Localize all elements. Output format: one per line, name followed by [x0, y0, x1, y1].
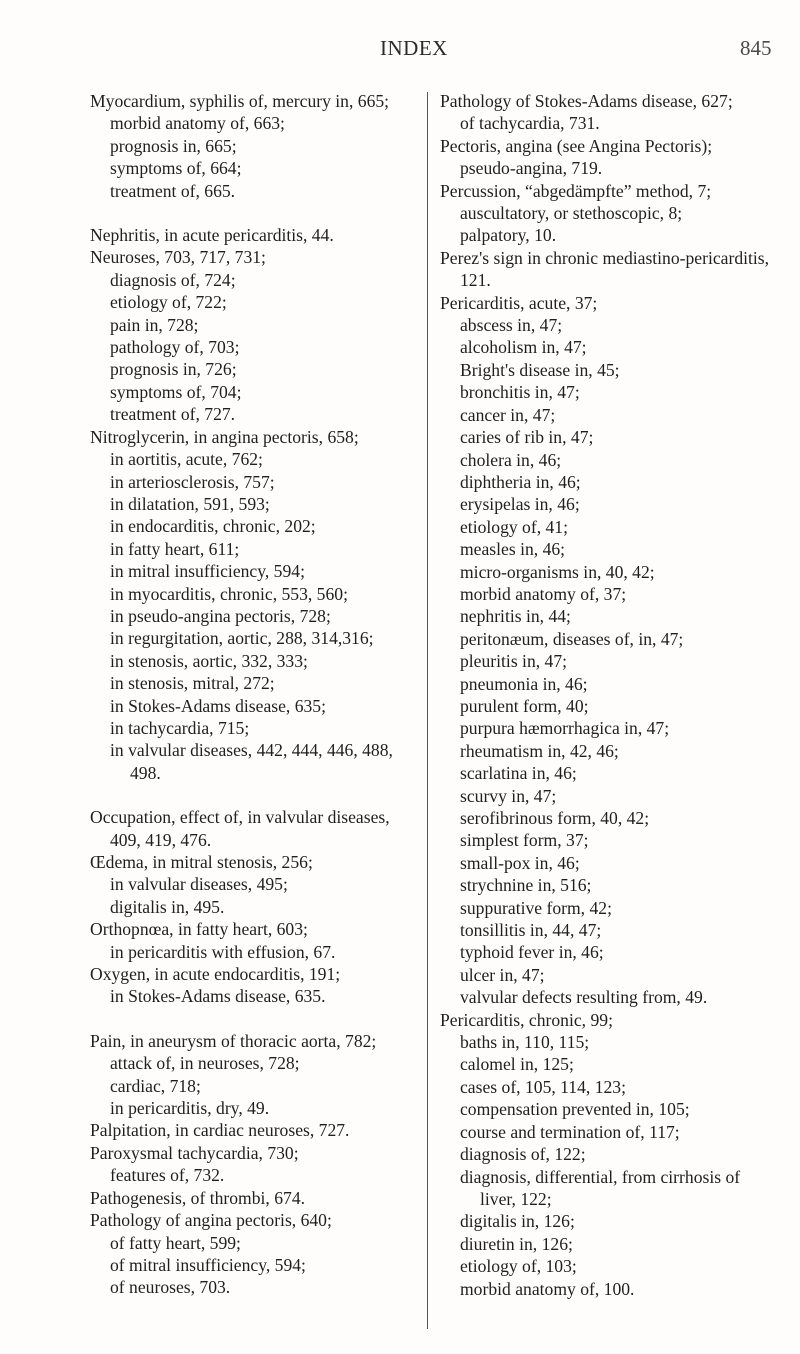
- page-title: INDEX: [380, 36, 448, 60]
- index-subentry: scurvy in, 47;: [460, 785, 557, 806]
- index-subentry: etiology of, 722;: [110, 292, 227, 313]
- index-subentry: morbid anatomy of, 100.: [460, 1278, 635, 1299]
- index-subentry: in Stokes-Adams disease, 635;: [110, 695, 326, 716]
- index-entry: Pathogenesis, of thrombi, 674.: [90, 1187, 306, 1208]
- index-subentry: in pericarditis with effusion, 67.: [110, 941, 336, 962]
- index-subentry: in mitral insufficiency, 594;: [110, 561, 305, 582]
- index-subentry: etiology of, 41;: [460, 516, 568, 537]
- index-entry: Pericarditis, acute, 37;: [440, 292, 598, 313]
- index-subentry: course and termination of, 117;: [460, 1121, 680, 1142]
- index-subentry: serofibrinous form, 40, 42;: [460, 808, 650, 828]
- index-subentry: morbid anatomy of, 37;: [460, 583, 627, 604]
- index-subentry: pleuritis in, 47;: [460, 651, 568, 672]
- index-subentry: typhoid fever in, 46;: [460, 942, 604, 963]
- index-subentry: tonsillitis in, 44, 47;: [460, 920, 602, 941]
- index-subentry: morbid anatomy of, 663;: [110, 113, 285, 134]
- index-subentry: in Stokes-Adams disease, 635.: [110, 986, 326, 1007]
- index-entry: Pathology of angina pectoris, 640;: [90, 1210, 332, 1231]
- index-subentry: strychnine in, 516;: [460, 875, 592, 896]
- index-subentry: digitalis in, 495.: [110, 896, 225, 917]
- index-subentry: cancer in, 47;: [460, 404, 556, 425]
- index-subentry: baths in, 110, 115;: [460, 1032, 590, 1053]
- index-subentry: in tachycardia, 715;: [110, 717, 250, 738]
- index-entry: Paroxysmal tachycardia, 730;: [90, 1142, 299, 1163]
- entry-gap: [90, 784, 420, 806]
- index-subentry: digitalis in, 126;: [460, 1211, 575, 1232]
- index-subentry: cardiac, 718;: [110, 1075, 201, 1096]
- index-subentry: bronchitis in, 47;: [460, 382, 580, 403]
- index-subentry: measles in, 46;: [460, 539, 566, 560]
- index-subentry: features of, 732.: [110, 1165, 225, 1186]
- index-subentry: compensation prevented in, 105;: [460, 1099, 690, 1120]
- index-subentry: valvular defects resulting from, 49.: [460, 987, 708, 1008]
- index-subentry: of fatty heart, 599;: [110, 1232, 241, 1253]
- index-subentry: scarlatina in, 46;: [460, 763, 577, 784]
- index-entry: Pectoris, angina (see Angina Pectoris);: [440, 135, 713, 156]
- index-subentry: treatment of, 727.: [110, 404, 236, 425]
- index-entry: Nephritis, in acute pericarditis, 44.: [90, 225, 334, 246]
- index-entry: Oxygen, in acute endocarditis, 191;: [90, 964, 341, 985]
- index-subentry: palpatory, 10.: [460, 225, 557, 246]
- index-entry: Myocardium, syphilis of, mercury in, 665;: [90, 91, 390, 111]
- index-subentry: prognosis in, 726;: [110, 359, 237, 380]
- index-subentry: diagnosis of, 724;: [110, 269, 236, 290]
- index-subentry: in stenosis, aortic, 332, 333;: [110, 650, 308, 671]
- index-subentry: purpura hæmorrhagica in, 47;: [460, 718, 670, 739]
- index-subentry: of neuroses, 703.: [110, 1277, 231, 1298]
- index-subentry: in dilatation, 591, 593;: [110, 493, 270, 514]
- index-subentry: treatment of, 665.: [110, 180, 236, 201]
- index-subentry: in regurgitation, aortic, 288, 314,316;: [110, 628, 374, 649]
- index-subentry: ulcer in, 47;: [460, 964, 545, 985]
- index-subentry: erysipelas in, 46;: [460, 494, 580, 515]
- index-subentry: abscess in, 47;: [460, 315, 563, 336]
- index-subentry: micro-organisms in, 40, 42;: [460, 561, 655, 582]
- index-subentry: in pericarditis, dry, 49.: [110, 1098, 270, 1119]
- index-subentry: in aortitis, acute, 762;: [110, 449, 263, 470]
- index-entry: Pericarditis, chronic, 99;: [440, 1009, 613, 1030]
- index-subentry: small-pox in, 46;: [460, 852, 580, 873]
- index-entry: Percussion, “abgedämpfte” method, 7;: [440, 180, 712, 201]
- index-subentry: in pseudo-angina pectoris, 728;: [110, 605, 331, 626]
- index-subentry: pathology of, 703;: [110, 337, 240, 358]
- index-entry: Occupation, effect of, in valvular diseases, 409, 419, 476.: [90, 807, 390, 850]
- index-subentry: cholera in, 46;: [460, 449, 562, 470]
- index-subentry: auscultatory, or stethoscopic, 8;: [460, 203, 683, 224]
- index-entry: Neuroses, 703, 717, 731;: [90, 247, 266, 268]
- index-entry: Œdema, in mitral stenosis, 256;: [90, 852, 313, 872]
- index-subentry: purulent form, 40;: [460, 695, 589, 716]
- entry-gap: [90, 1008, 420, 1030]
- index-subentry: caries of rib in, 47;: [460, 427, 594, 448]
- index-subentry: in arteriosclerosis, 757;: [110, 471, 275, 492]
- index-subentry: in stenosis, mitral, 272;: [110, 673, 275, 694]
- index-subentry: alcoholism in, 47;: [460, 337, 587, 358]
- index-subentry: pneumonia in, 46;: [460, 673, 588, 694]
- index-subentry: symptoms of, 704;: [110, 381, 242, 402]
- index-subentry: peritonæum, diseases of, in, 47;: [460, 628, 684, 649]
- entry-gap: [90, 202, 420, 224]
- index-subentry: prognosis in, 665;: [110, 135, 237, 156]
- index-subentry: rheumatism in, 42, 46;: [460, 740, 619, 761]
- index-subentry: in endocarditis, chronic, 202;: [110, 516, 316, 537]
- index-subentry: simplest form, 37;: [460, 830, 589, 851]
- index-entry: Orthopnœa, in fatty heart, 603;: [90, 919, 308, 940]
- index-subentry: in valvular diseases, 495;: [110, 874, 288, 895]
- column-divider: [427, 92, 428, 1329]
- index-subentry: diphtheria in, 46;: [460, 471, 581, 492]
- index-subentry: of mitral insufficiency, 594;: [110, 1254, 306, 1275]
- index-subentry: diuretin in, 126;: [460, 1233, 573, 1254]
- index-subentry: in fatty heart, 611;: [110, 538, 240, 559]
- index-subentry: diagnosis of, 122;: [460, 1144, 586, 1165]
- index-subentry: nephritis in, 44;: [460, 606, 571, 627]
- page-number: 845: [740, 36, 772, 60]
- index-subentry: cases of, 105, 114, 123;: [460, 1076, 626, 1097]
- index-subentry: pseudo-angina, 719.: [460, 158, 603, 179]
- index-entry: Pathology of Stokes-Adams disease, 627;: [440, 91, 733, 111]
- index-subentry: suppurative form, 42;: [460, 897, 612, 918]
- index-subentry: of tachycardia, 731.: [460, 113, 600, 134]
- index-subentry: attack of, in neuroses, 728;: [110, 1053, 300, 1074]
- index-subentry: Bright's disease in, 45;: [460, 359, 620, 380]
- index-subentry: in myocarditis, chronic, 553, 560;: [110, 583, 348, 604]
- index-subentry: pain in, 728;: [110, 314, 199, 335]
- index-column-right: [440, 90, 775, 1300]
- index-entry: Pain, in aneurysm of thoracic aorta, 782;: [90, 1030, 377, 1051]
- index-subentry: diagnosis, differential, from cirrhosis of liver, 122;: [460, 1166, 741, 1209]
- running-header: [0, 36, 800, 66]
- index-entry: Palpitation, in cardiac neuroses, 727.: [90, 1120, 350, 1141]
- index-entry: Perez's sign in chronic mediastino-pericarditis, 121.: [440, 247, 770, 291]
- index-subentry: etiology of, 103;: [460, 1256, 577, 1277]
- index-subentry: calomel in, 125;: [460, 1054, 574, 1075]
- index-entry: Nitroglycerin, in angina pectoris, 658;: [90, 426, 359, 447]
- index-column-left: [90, 90, 420, 1299]
- index-subentry: symptoms of, 664;: [110, 158, 242, 179]
- index-subentry: in valvular diseases, 442, 444, 446, 488, 498.: [110, 740, 393, 783]
